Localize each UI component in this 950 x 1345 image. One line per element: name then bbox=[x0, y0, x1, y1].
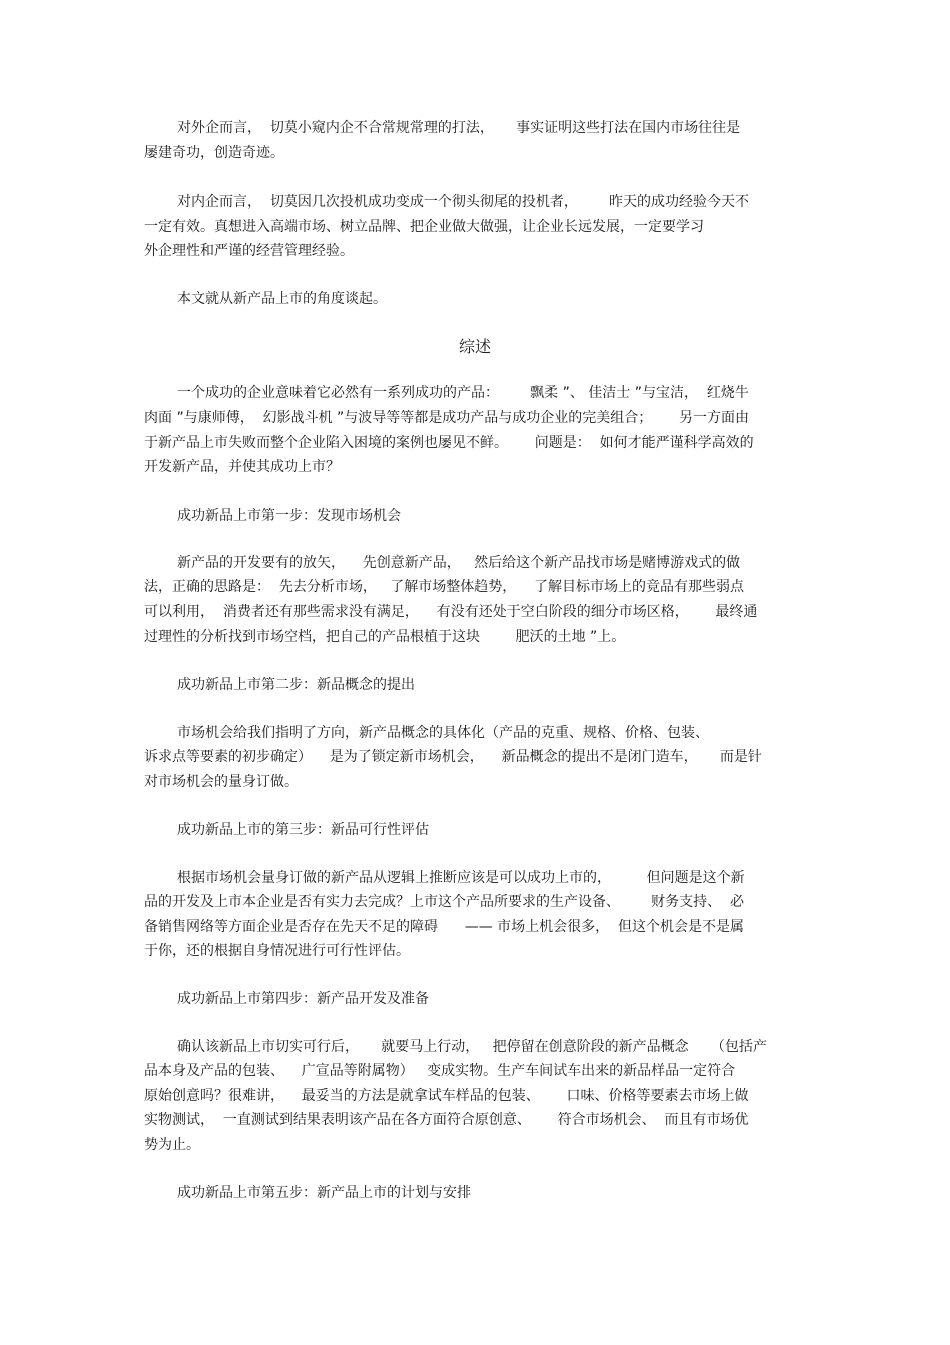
step-2-line-3: 对市场机会的量身订做。 bbox=[144, 774, 298, 790]
step-1-line-2: 法，正确的思路是： 先去分析市场， 了解市场整体趋势， 了解目标市场上的竞品有那些弱点 bbox=[144, 579, 745, 595]
paragraph-4-line-2: 肉面 ”与康师傅， 幻影战斗机 ”与波导等等都是成功产品与成功企业的完美组合； 另一方面由 bbox=[144, 410, 750, 426]
step-1-line-1: 新产品的开发要有的放矢， 先创意新产品， 然后给这个新产品找市场是赌博游戏式的做 bbox=[177, 555, 741, 571]
step-2-line-1: 市场机会给我们指明了方向，新产品概念的具体化（产品的克重、规格、价格、包装、 bbox=[177, 725, 709, 741]
section-heading: 综述 bbox=[458, 337, 491, 356]
paragraph-4-line-1: 一个成功的企业意味着它必然有一系列成功的产品： 飘柔 ”、 佳洁士 ”与宝洁， 红烧牛 bbox=[177, 385, 749, 401]
paragraph-4-line-4: 开发新产品，并使其成功上市？ bbox=[144, 459, 340, 475]
step-4-line-2: 品本身及产品的包装、 广宣品等附属物） 变成实物。生产车间试车出来的新品样品一定符合 bbox=[144, 1063, 736, 1079]
paragraph-1-line-2: 屡建奇功，创造奇迹。 bbox=[144, 145, 284, 161]
step-3-line-1: 根据市场机会量身订做的新产品从逻辑上推断应该是可以成功上市的， 但问题是这个新 bbox=[177, 870, 745, 886]
step-4-line-1: 确认该新品上市切实可行后， 就要马上行动， 把停留在创意阶段的新产品概念 （包括产 bbox=[177, 1039, 767, 1055]
step-3-line-3: 备销售网络等方面企业是否存在先天不足的障碍 —— 市场上机会很多， 但这个机会是不是属 bbox=[144, 919, 745, 935]
step-1-line-4: 过理性的分析找到市场空档，把自己的产品根植于这块 肥沃的土地 ”上。 bbox=[144, 629, 626, 645]
step-3-line-4: 于你，还的根据自身情况进行可行性评估。 bbox=[144, 943, 410, 959]
paragraph-3-line-1: 本文就从新产品上市的角度谈起。 bbox=[177, 291, 387, 307]
step-1-title: 成功新品上市第一步：发现市场机会 bbox=[177, 508, 401, 524]
step-4-line-5: 势为止。 bbox=[144, 1137, 200, 1153]
step-5-title: 成功新品上市第五步：新产品上市的计划与安排 bbox=[177, 1185, 471, 1201]
paragraph-2-line-2: 一定有效。真想进入高端市场、树立品牌、把企业做大做强，让企业长远发展，一定要学习 bbox=[144, 219, 704, 235]
step-4-line-3: 原始创意吗？很难讲， 最妥当的方法是就拿试车样品的包装、 口味、价格等要素去市场上做 bbox=[144, 1088, 749, 1104]
step-2-line-2: 诉求点等要素的初步确定） 是为了锁定新市场机会， 新品概念的提出不是闭门造车， 而是针 bbox=[144, 749, 762, 765]
step-3-title: 成功新品上市的第三步：新品可行性评估 bbox=[177, 822, 429, 838]
paragraph-4-line-3: 于新产品上市失败而整个企业陷入困境的案例也屡见不鲜。 问题是： 如何才能严谨科学高效的 bbox=[144, 435, 754, 451]
step-3-line-2: 品的开发及上市本企业是否有实力去完成？上市这个产品所要求的生产设备、 财务支持、 必 bbox=[144, 894, 745, 910]
step-4-title: 成功新品上市第四步：新产品开发及准备 bbox=[177, 991, 429, 1007]
paragraph-1-line-1: 对外企而言， 切莫小窥内企不合常规常理的打法， 事实证明这些打法在国内市场往往是 bbox=[177, 120, 741, 136]
paragraph-2-line-1: 对内企而言， 切莫因几次投机成功变成一个彻头彻尾的投机者， 昨天的成功经验今天不 bbox=[177, 194, 750, 210]
paragraph-2-line-3: 外企理性和严谨的经营管理经验。 bbox=[144, 243, 354, 259]
step-2-title: 成功新品上市第二步：新品概念的提出 bbox=[177, 677, 415, 693]
step-1-line-3: 可以利用， 消费者还有那些需求没有满足， 有没有还处于空白阶段的细分市场区格， 最终通 bbox=[144, 604, 758, 620]
step-4-line-4: 实物测试， 一直测试到结果表明该产品在各方面符合原创意、 符合市场机会、 而且有市场优 bbox=[144, 1112, 749, 1128]
